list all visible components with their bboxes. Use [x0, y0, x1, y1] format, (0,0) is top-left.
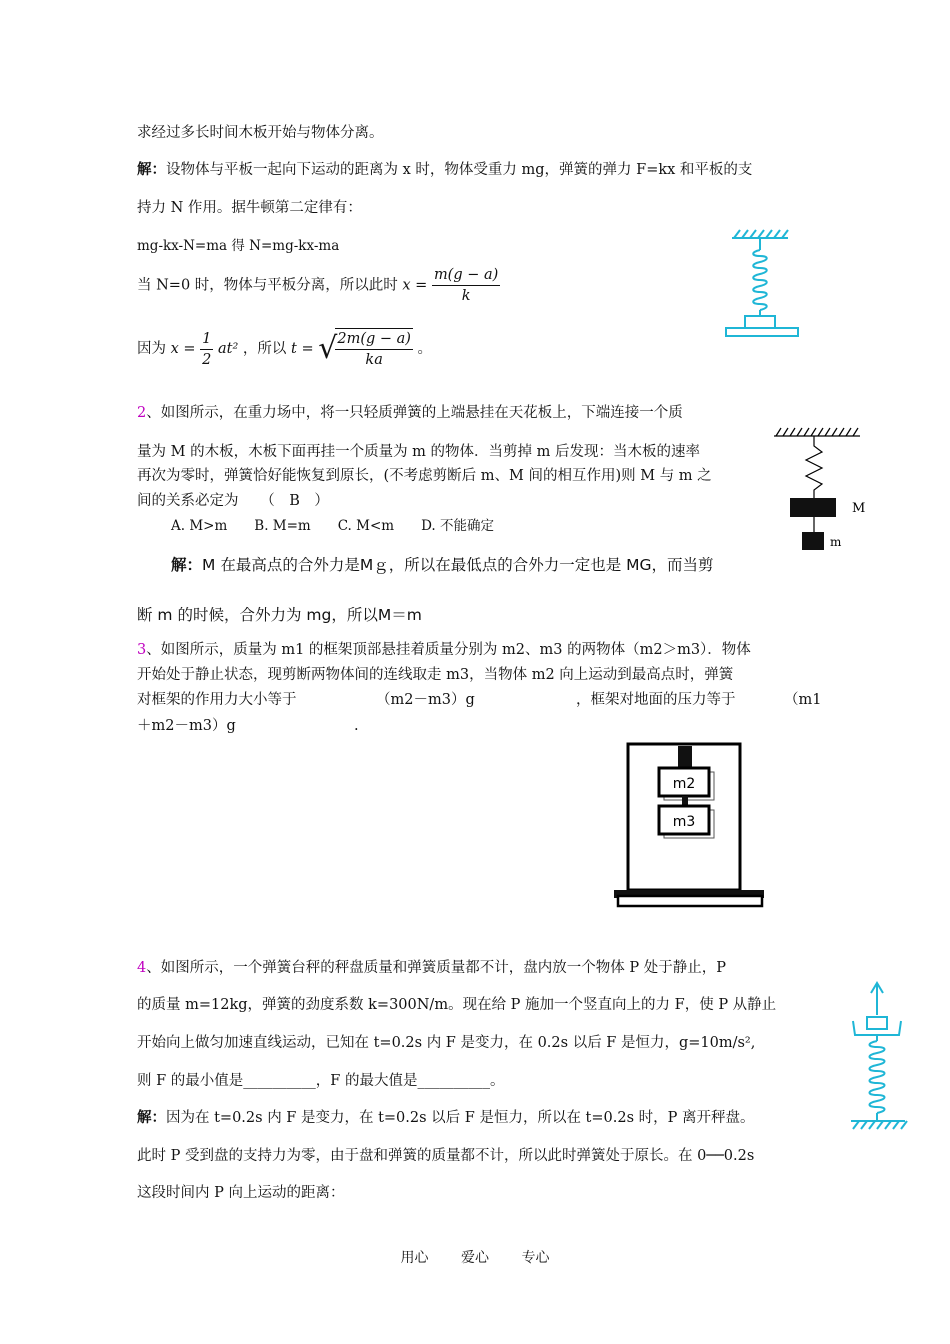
text-line: 则 F 的最小值是__________，F 的最大值是__________。: [137, 1073, 505, 1089]
answer-options: A. M>m B. M=m C. M<m D. 不能确定: [171, 518, 494, 534]
fraction-denominator: 2: [202, 351, 212, 368]
text-line: 断 m 的时候，合外力为 mg，所以M＝m: [137, 606, 422, 624]
text-span: 设物体与平板一起向下运动的距离为 x 时，物体受重力 mg，弹簧的弹力 F=kx 和平板的支: [166, 162, 753, 178]
text-line: 求经过多长时间木板开始与物体分离。: [137, 125, 384, 141]
question-number: 3: [137, 642, 147, 658]
text-line: 此时 P 受到盘的支持力为零，由于盘和弹簧的质量都不计，所以此时弹簧处于原长。在 0──0.2s: [137, 1148, 755, 1164]
text-line: [137, 640, 751, 660]
fraction-numerator: 1: [200, 329, 213, 350]
fraction: [432, 265, 500, 306]
solution-label: 解：: [137, 1109, 166, 1126]
footer-text: 用心: [400, 1250, 429, 1266]
label-m3: m3: [672, 814, 696, 830]
math-span: x =: [402, 277, 428, 294]
text-span: 、如图所示，质量为 m1 的框架顶部悬挂着质量分别为 m2、m3 的两物体（m2＞m3）．物体: [146, 642, 751, 658]
text-line: 这段时间内 P 向上运动的距离：: [137, 1185, 345, 1201]
text-line: 对框架的作用力大小等于: [137, 692, 297, 708]
text-line: .: [354, 718, 359, 734]
text-span: 因为在 t=0.2s 内 F 是变力，在 t=0.2s 以后 F 是恒力，所以在 t=0.2s 时，P 离开秤盘。: [166, 1110, 755, 1126]
footer-text: 爱心: [461, 1250, 489, 1266]
math-span: at²: [218, 341, 239, 357]
equation-line: [137, 265, 500, 311]
equation-line: mg-kx-N=ma 得 N=mg-kx-ma: [137, 238, 340, 254]
solution-label: 解：: [137, 161, 166, 178]
fraction: [335, 328, 413, 370]
text-line: 开始向上做匀加速直线运动，已知在 t=0.2s 内 F 是变力，在 0.2s 以后 F 是恒力，g=10m/s²,: [137, 1035, 756, 1051]
question-number: 4: [137, 960, 147, 976]
math-span: t =: [291, 341, 314, 357]
text-line: [171, 553, 714, 577]
label-m: m: [830, 535, 842, 549]
math-span: x =: [170, 341, 196, 357]
fraction-denominator: ka: [365, 352, 383, 368]
text-line: ＋m2－m3）g: [137, 718, 236, 734]
text-line: [137, 958, 726, 978]
fraction: [200, 329, 213, 370]
text-line: （m1: [784, 692, 822, 708]
text-line: 再次为零时，弹簧恰好能恢复到原长，(不考虑剪断后 m、M 间的相互作用)则 M 与 m 之: [137, 468, 712, 484]
frame-figure: [610, 740, 770, 910]
text-line: [137, 160, 752, 180]
text-line: 量为 M 的木板，木板下面再挂一个质量为 m 的物体．当剪掉 m 后发现：当木板的速率: [137, 444, 700, 460]
text-line: 持力 N 作用。据牛顿第二定律有：: [137, 200, 362, 216]
text-line: 间的关系必定为 （ B ）: [137, 493, 329, 509]
label-m2: m2: [672, 776, 696, 792]
text-span: 当 N=0 时，物体与平板分离，所以此时: [137, 277, 398, 294]
text-line: （m2－m3）g: [376, 692, 475, 708]
text-span: M 在最高点的合外力是Mｇ，所以在最低点的合外力一定也是 MG，而当剪: [202, 556, 714, 574]
text-line: [137, 1108, 755, 1128]
fraction-numerator: m(g − a): [432, 265, 500, 286]
fraction-numerator: 2m(g − a): [335, 329, 413, 350]
spring-plate-figure: [720, 224, 810, 346]
equation-line: [137, 328, 432, 374]
text-span: 因为: [137, 341, 166, 357]
label-M: M: [852, 501, 866, 516]
text-line: 开始处于静止状态，现剪断两物体间的连线取走 m3，当物体 m2 向上运动到最高点时，弹簧: [137, 667, 734, 683]
text-span: ，所以: [242, 341, 287, 357]
text-line: ，框架对地面的压力等于: [576, 692, 736, 708]
sqrt-sign: √: [318, 331, 338, 366]
footer-text: 专心: [521, 1250, 550, 1266]
spring-scale-figure: [845, 975, 915, 1145]
text-line: 的质量 m=12kg，弹簧的劲度系数 k=300N/m。现在给 P 施加一个竖直向上的力 F，使 P 从静止: [137, 997, 777, 1013]
text-span: 、如图所示，一个弹簧台秤的秤盘质量和弹簧质量都不计，盘内放一个物体 P 处于静止，P: [146, 960, 726, 976]
solution-label: 解：: [171, 555, 203, 574]
text-span: 、如图所示，在重力场中，将一只轻质弹簧的上端悬挂在天花板上，下端连接一个质: [146, 405, 683, 421]
text-line: [137, 403, 683, 423]
question-number: 2: [137, 405, 147, 421]
page-footer: [0, 1247, 950, 1267]
fraction-denominator: k: [461, 288, 471, 304]
spring-board-mass-figure: [772, 422, 867, 557]
text-span: 。: [417, 341, 433, 357]
